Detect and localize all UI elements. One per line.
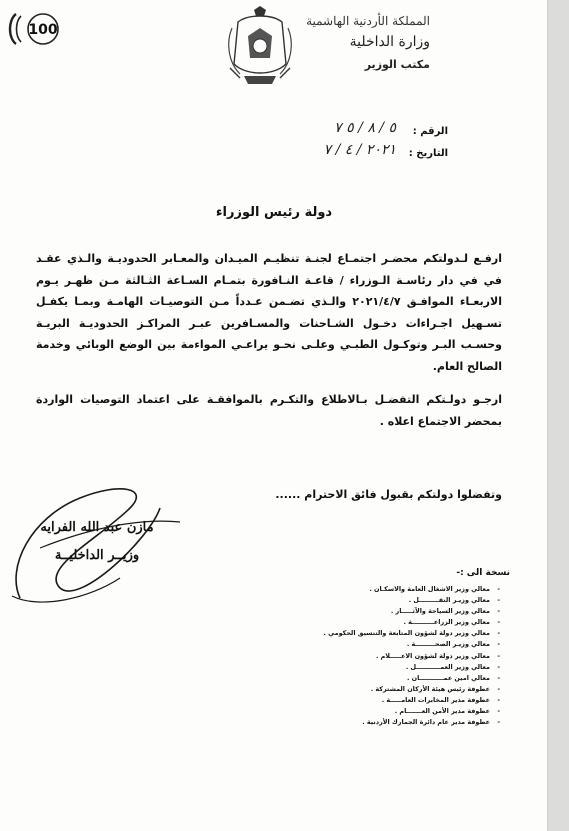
- kingdom-name: المملكة الأردنية الهاشمية: [306, 14, 430, 28]
- letterhead: [280, 14, 430, 71]
- bullet-dash: -: [497, 651, 500, 660]
- bullet-dash: -: [497, 673, 500, 682]
- copy-recipient-text: معالي وزير دولة لشؤون المتابعة والتنسيق الحكومي .: [323, 629, 490, 638]
- bullet-dash: -: [497, 618, 500, 627]
- copy-recipient: [240, 606, 500, 617]
- copy-recipient-text: عطوفة مدير المخابرات العامـــــة .: [381, 695, 490, 704]
- copy-recipient: [240, 673, 500, 684]
- copy-recipient: [240, 617, 500, 628]
- centennial-logo-text: 100: [28, 22, 58, 38]
- copy-recipient: [240, 651, 500, 662]
- copy-recipient: [240, 695, 500, 706]
- copy-recipient: [240, 684, 500, 695]
- closing-line: وتفضلوا دولتكم بقبول فائق الاحترام ......: [275, 488, 502, 501]
- reference-number-value: ٥ / ٨ / ٥ ٧: [334, 120, 396, 136]
- copy-recipient-text: معالي وزير الزراعــــــــــة .: [403, 618, 490, 627]
- letter-body: [36, 248, 502, 432]
- reference-number-label: الرقم :: [412, 126, 448, 137]
- copy-recipient: [240, 595, 500, 606]
- copy-recipient-text: عطوفة مدير عام دائرة الجمارك الأردنية .: [362, 718, 490, 727]
- copy-recipient-text: معالي وزير الاشغال العامة والاسكـان .: [369, 585, 490, 593]
- copy-recipient-text: معالي امين عمـــــــــــان .: [407, 673, 490, 682]
- copy-recipient-text: معالي وزير العمـــــــــــل .: [405, 662, 490, 671]
- ministry-name: وزارة الداخلية: [349, 34, 430, 50]
- reference-block: [278, 120, 448, 170]
- bullet-dash: -: [497, 707, 500, 716]
- signatory-name: مازن عبد الله الفرايه: [40, 520, 154, 535]
- copy-recipient-text: عطوفة رئيس هيئة الأركان المشتركة .: [370, 684, 490, 693]
- body-paragraph-1: ارفـع لـدولتكم محضـر اجتمـاع لجنـة تنظيـم الميـدان والمعـابر الحدوديـة والـذي عقـد في في دار رئاسـة الـوزراء / قاعـة النـافورة بتمـام السـاعة الثـالثة مـن ظهـر يـوم الاربعـاء الموافـق ٢٠٢١/٤/٧ والـذي تضـمن عـدداً مـن التوصيـات الهامـة وبمـا يكفـل تسـهيل اجـراءات دخـول الشـاحنات والمسـافرين عبـر المراكـز الحدوديـة البريـة وحسـب البـر وتوكـول الطبـي وعلـى نحـو يراعـي المواءمة بين الوضع الوبائي وخدمة الصالح العام.: [36, 252, 502, 373]
- copy-recipient: [240, 662, 500, 673]
- copy-recipient-text: عطوفة مدير الأمن العـــــــام .: [394, 707, 490, 716]
- copy-recipient: [240, 639, 500, 650]
- copies-list: [240, 584, 500, 728]
- body-paragraph-2: ارجـو دولـتكم التفضـل بـالاطلاع والتكـرم بالموافقـة على اعتماد التوصيات الواردة بمحضر الاجتماع اعلاه .: [36, 393, 502, 428]
- bullet-dash: -: [497, 640, 500, 649]
- copy-recipient-text: معالي وزيـر الصحـــــــــة .: [406, 640, 490, 649]
- bullet-dash: -: [497, 596, 500, 605]
- bullet-dash: -: [497, 585, 500, 593]
- copy-recipient: [240, 584, 500, 595]
- copy-recipient: [240, 706, 500, 717]
- reference-date-label: التاريخ :: [408, 148, 448, 159]
- copy-recipient: [240, 717, 500, 728]
- centennial-logo-icon: [6, 10, 64, 48]
- signatory-title: وزيــر الداخليــة: [54, 548, 140, 563]
- copies-title: نسخة الى :-: [456, 568, 510, 578]
- copy-recipient-text: معالي وزير دولة لشؤون الاعـــــلام .: [375, 651, 490, 660]
- bullet-dash: -: [497, 684, 500, 693]
- bullet-dash: -: [497, 629, 500, 638]
- office-name: مكتب الوزير: [364, 58, 430, 71]
- bullet-dash: -: [497, 607, 500, 616]
- copy-recipient: [240, 628, 500, 639]
- page-edge: [547, 0, 569, 831]
- copy-recipient-text: معالي وزير السياحة والآثـــــار .: [390, 607, 490, 616]
- reference-date-value: ٢٠٢١ / ٤ / ٧: [323, 142, 396, 158]
- bullet-dash: -: [497, 695, 500, 704]
- salutation: دولة رئيس الوزراء: [215, 205, 333, 220]
- bullet-dash: -: [497, 718, 500, 727]
- bullet-dash: -: [497, 662, 500, 671]
- copy-recipient-text: معالي وزيـر النقـــــــــل .: [408, 596, 490, 605]
